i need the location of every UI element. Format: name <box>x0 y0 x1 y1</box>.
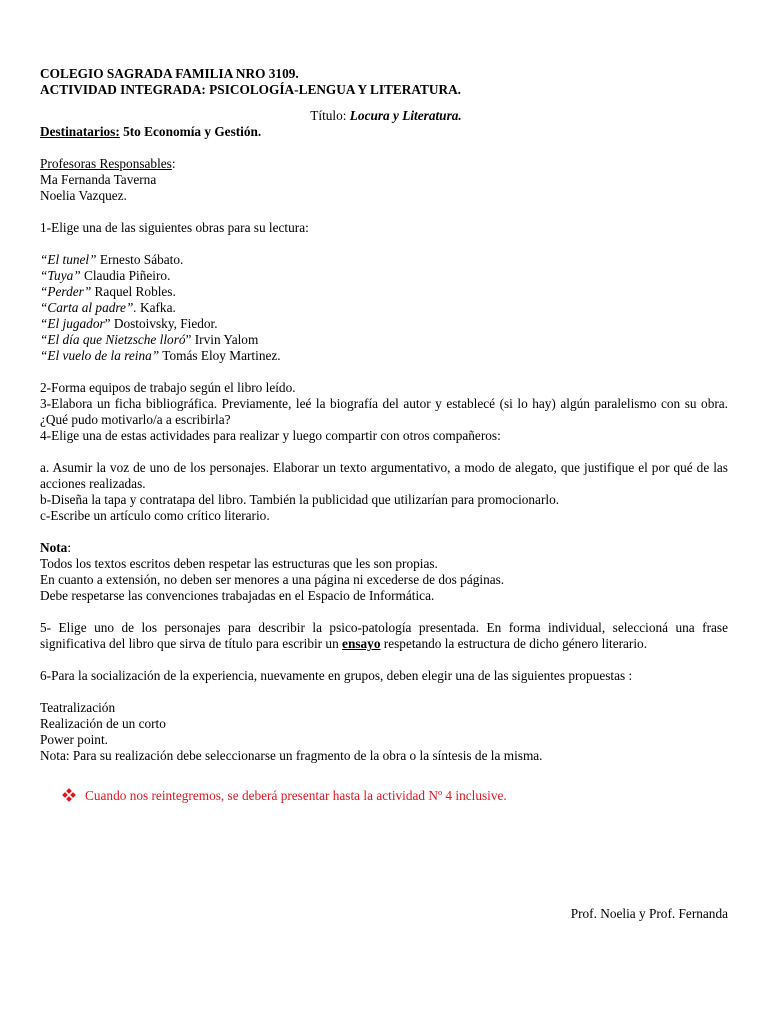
book-author: Claudia Piñeiro. <box>80 268 171 283</box>
book-title: “El tunel” <box>40 252 97 267</box>
item-5 <box>40 620 728 652</box>
proposal-item: Realización de un corto <box>40 716 166 731</box>
book-title: “El vuelo de la reina” <box>40 348 160 363</box>
notice-text: Cuando nos reintegremos, se deberá presentar hasta la actividad Nº 4 inclusive. <box>85 788 507 803</box>
note-colon: : <box>67 540 72 555</box>
book-author: Kafka. <box>136 300 176 315</box>
book-item <box>40 284 728 300</box>
book-item <box>40 268 728 284</box>
teachers-heading: Profesoras Responsables <box>40 156 172 171</box>
book-title: “Tuya” <box>40 268 81 283</box>
note-line: En cuanto a extensión, no deben ser menores a una página ni excederse de dos páginas. <box>40 572 505 587</box>
item-5-text-before: 5- Elige uno de los personajes para describir la psico-patología presentada. En forma individual, seleccioná una frase significativa del libro que sirva de título para escribir un <box>40 620 728 651</box>
note-heading-line <box>40 540 728 556</box>
option-b: b-Diseña la tapa y contratapa del libro. También la publicidad que utilizarían para promocionarlo. <box>40 492 560 507</box>
note-line: Todos los textos escritos deben respetar las estructuras que les son propias. <box>40 556 438 571</box>
item-1: 1-Elige una de las siguientes obras para su lectura: <box>40 220 309 235</box>
signature: Prof. Noelia y Prof. Fernanda <box>570 906 728 921</box>
recipients-value: 5to Economía y Gestión. <box>123 124 262 139</box>
proposals-note: Nota: Para su realización debe seleccionarse un fragmento de la obra o la síntesis de la misma. <box>40 748 543 763</box>
book-item <box>40 252 728 268</box>
book-author: Tomás Eloy Martinez. <box>159 348 281 363</box>
book-author: Ernesto Sábato. <box>96 252 184 267</box>
diamond-bullet-icon <box>63 789 75 801</box>
item-4: 4-Elige una de estas actividades para realizar y luego compartir con otros compañeros: <box>40 428 501 443</box>
title-label: Título: <box>310 108 347 123</box>
book-list <box>40 252 728 364</box>
activity-heading: ACTIVIDAD INTEGRADA: PSICOLOGÍA-LENGUA Y LITERATURA. <box>40 82 461 97</box>
teacher-name: Noelia Vazquez. <box>40 188 127 203</box>
book-item <box>40 300 728 316</box>
document-body <box>40 66 728 804</box>
book-item <box>40 316 728 332</box>
note-line: Debe respetarse las convenciones trabajadas en el Espacio de Informática. <box>40 588 435 603</box>
recipients-line <box>40 124 728 140</box>
book-author: ” Dostoivsky, Fiedor. <box>104 316 218 331</box>
book-item <box>40 332 728 348</box>
book-title: “Perder” <box>40 284 92 299</box>
book-item <box>40 348 728 364</box>
note-label: Nota <box>40 540 68 555</box>
notice-bullet <box>63 788 728 804</box>
item-3: 3-Elabora un ficha bibliográfica. Previamente, leé la biografía del autor y establecé (si lo hay) algún paralelismo con su obra. ¿Qué pudo motivarlo/a a escribirla? <box>40 396 728 427</box>
note-block <box>40 540 728 604</box>
option-a: a. Asumir la voz de uno de los personajes. Elaborar un texto argumentativo, a modo de alegato, que justifique el por qué de las acciones realizadas. <box>40 460 728 491</box>
recipients-label: Destinatarios: <box>40 124 120 139</box>
book-title: “Carta al padre”. <box>40 300 137 315</box>
teachers-heading-line <box>40 156 728 172</box>
teacher-name: Ma Fernanda Taverna <box>40 172 157 187</box>
school-heading: COLEGIO SAGRADA FAMILIA NRO 3109. <box>40 66 299 81</box>
title-value: Locura y Literatura. <box>349 108 462 123</box>
teachers-colon: : <box>171 156 176 171</box>
book-author: ” Irvin Yalom <box>185 332 259 347</box>
book-title: “El día que Nietzsche lloró <box>40 332 186 347</box>
item-5-text-after: respetando la estructura de dicho género literario. <box>380 636 648 651</box>
proposal-item: Power point. <box>40 732 108 747</box>
item-6: 6-Para la socialización de la experiencia, nuevamente en grupos, deben elegir una de las siguientes propuestas : <box>40 668 633 683</box>
item-2: 2-Forma equipos de trabajo según el libro leído. <box>40 380 296 395</box>
proposal-list <box>40 700 728 764</box>
proposal-item: Teatralización <box>40 700 116 715</box>
book-author: Raquel Robles. <box>91 284 176 299</box>
option-c: c-Escribe un artículo como crítico literario. <box>40 508 270 523</box>
title-line <box>40 108 728 124</box>
item-5-keyword: ensayo <box>342 636 381 651</box>
teachers-block <box>40 156 728 204</box>
book-title: “El jugador <box>40 316 105 331</box>
